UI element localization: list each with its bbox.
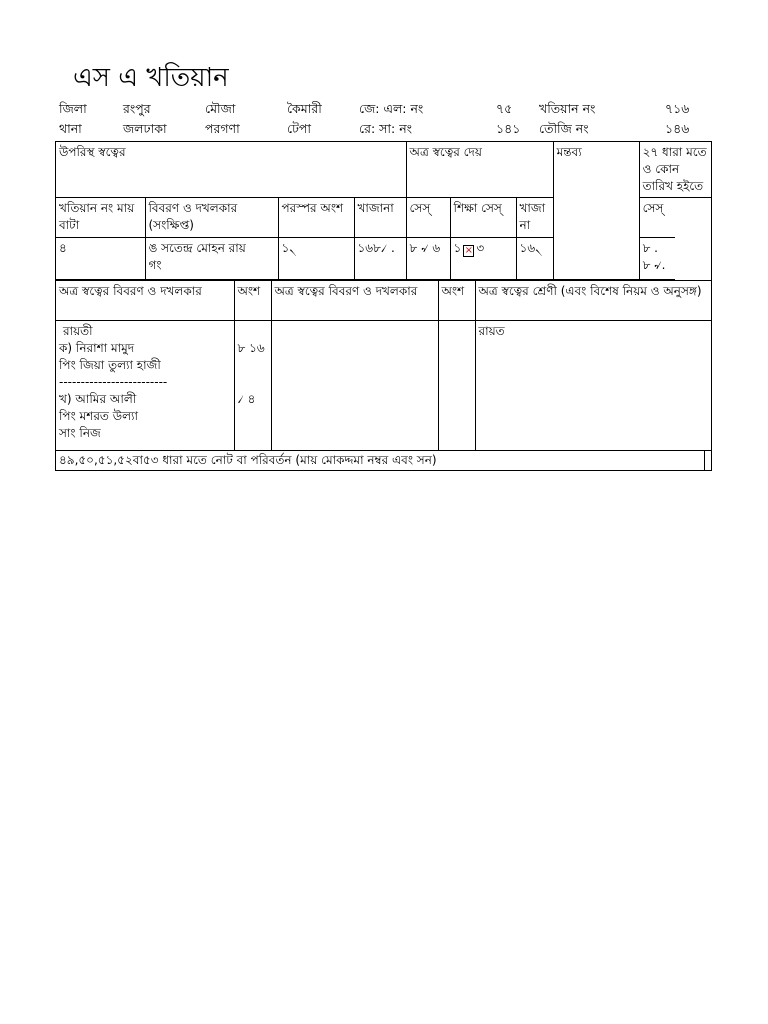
cell-details-possessor-2 [271, 321, 438, 450]
cell-khajana: ১৬৮৴ . [354, 238, 406, 280]
broken-glyph-icon: × [464, 245, 474, 256]
possessor-line-2: গং [148, 258, 162, 272]
tenant-b-name: খ) আমির আলী [59, 392, 137, 406]
cell-cess: ৮ ৵ ৬ [406, 238, 450, 280]
cess2-line-1: ৮ . [642, 241, 658, 255]
cell-mutual-share: ১৲ [278, 238, 354, 280]
col-cess-2: সেস্‌ [639, 198, 675, 238]
cell-cess-2 [639, 238, 675, 280]
district-value: রংপুর [123, 101, 151, 116]
footer-divider [704, 451, 705, 470]
col-cess: সেস্‌ [406, 198, 450, 238]
tenant-heading: রায়তী [63, 324, 93, 338]
col-details-possessor-b: অত্র স্বত্বের বিবরণ ও দখলকার [271, 281, 438, 321]
jl-value: ৭৫ [496, 101, 513, 116]
col-details-possessor-a: অত্র স্বত্বের বিবরণ ও দখলকার [56, 281, 234, 321]
jl-label: জে: এল: নং [359, 101, 424, 116]
mouza-label: মৌজা [205, 101, 236, 116]
cell-possessor [145, 238, 278, 280]
share-a: ৮ ১৬ [237, 341, 265, 355]
col-khatian-no: খতিয়ান নং মায় বাটা [56, 198, 145, 238]
touzi-value: ১৪৬ [665, 121, 690, 136]
tenant-a-name: ক) নিরাশা মামুদ [59, 341, 135, 355]
payable-header: অত্র স্বত্বের দেয় [406, 142, 553, 198]
col-details-possessor: বিবরণ ও দখলকার (সংক্ষিপ্ত) [145, 198, 278, 238]
rent-table [56, 142, 711, 280]
education-cess-a: ১ [453, 241, 462, 255]
footer-notes-label: ৪৯,৫০,৫১,৫২বা৫৩ ধারা মতে নোট বা পরিবর্তন (মায় মোকদ্দমা নম্বর এবং সন) [59, 452, 437, 467]
possessor-line-1: ঙ সতেন্দ্র মোহন রায় [148, 241, 246, 255]
rs-label: রে: সা: নং [359, 121, 413, 136]
thana-value: জলঢাকা [123, 121, 167, 136]
header-row-1 [0, 99, 768, 119]
col-education-cess: শিক্ষা সেস্‌ [450, 198, 516, 238]
section27-header: ২৭ ধারা মতে ও কোন তারিখ হইতে [639, 142, 711, 198]
cell-class: রায়ত [475, 321, 711, 450]
share-b: ৴ ৪ [237, 392, 256, 406]
pargana-label: পরগণা [205, 121, 240, 136]
district-label: জিলা [59, 101, 87, 116]
tenant-b-father: পিং মশরত উল্যা [59, 409, 138, 423]
mouza-value: কৈমারী [287, 101, 322, 116]
cell-khatian-no: ৪ [56, 238, 145, 280]
cell-tenants [56, 321, 234, 450]
upper-right-header: উপরিস্থ স্বত্বের [56, 142, 406, 198]
col-khajana: খাজানা [354, 198, 406, 238]
tenant-separator: ------------------------- [59, 375, 168, 389]
tenant-b-village: সাং নিজ [59, 426, 101, 440]
footer-notes-row [56, 450, 711, 470]
touzi-label: তৌজি নং [539, 121, 589, 136]
remarks-header: মন্তব্য [553, 142, 639, 280]
cess2-line-2: ৮ ৵. [642, 258, 666, 272]
cell-share-2 [438, 321, 475, 450]
col-mutual-share: পরস্পর অংশ [278, 198, 354, 238]
khatian-label: খতিয়ান নং [539, 101, 596, 116]
cell-shares [234, 321, 271, 450]
page-title: এস এ খতিয়ান [73, 63, 229, 93]
khatian-value: ৭১৬ [665, 101, 690, 116]
pargana-value: টেপা [287, 121, 311, 136]
col-class: অত্র স্বত্বের শ্রেণী (এবং বিশেষ নিয়ম ও অনুসঙ্গ) [475, 281, 711, 321]
cell-education-cess [450, 238, 516, 280]
header-row-2 [0, 119, 768, 139]
tenant-a-father: পিং জিয়া তুল্যা হাজী [59, 358, 161, 372]
cell-khajana-2: ১৬৲ [516, 238, 553, 280]
rs-value: ১৪১ [496, 121, 521, 136]
col-share-b: অংশ [438, 281, 475, 321]
education-cess-b: ৩ [476, 241, 485, 255]
thana-label: থানা [59, 121, 82, 136]
col-khajana-2: খাজানা [516, 198, 553, 238]
khatian-sheet [55, 141, 712, 471]
col-share-a: অংশ [234, 281, 271, 321]
tenancy-table [56, 280, 711, 450]
